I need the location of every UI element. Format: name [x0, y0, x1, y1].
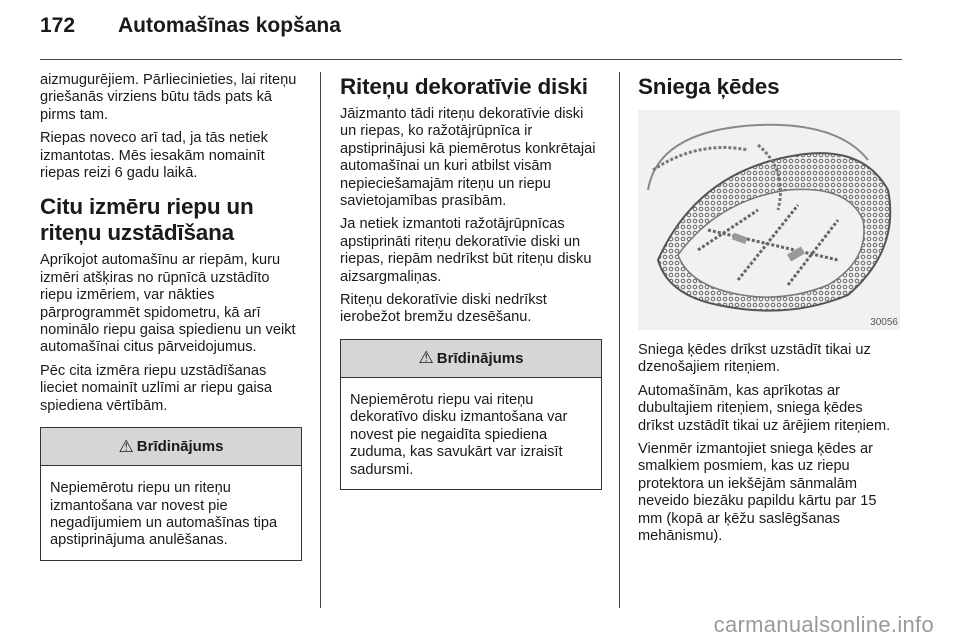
warning-text: Nepiemērotu riepu un riteņu izmantošana var novest pie negadījumiem un automašīnas tipa apstiprinājuma anulēšanas. — [50, 480, 278, 549]
paragraph: Sniega ķēdes drīkst uzstādīt tikai uz dzenošajiem riteņiem. — [638, 342, 871, 376]
warning-title: Brīdinājums — [136, 438, 224, 456]
column-divider-1 — [320, 72, 321, 608]
warning-body — [41, 466, 301, 560]
warning-triangle-icon: ⚠ — [118, 436, 134, 456]
page-title: Automašīnas kopšana — [118, 14, 341, 37]
image-id: 30056 — [870, 317, 898, 328]
column-3 — [638, 72, 900, 551]
paragraph: Pēc cita izmēra riepu uzstādīšanas lieciet nomainīt uzlīmi ar riepu gaisa spiediena vērtībām. — [40, 362, 272, 414]
warning-body — [341, 378, 601, 489]
paragraph: aizmugurējiem. Pārliecinieties, lai riteņu griešanās virziens būtu tāds pats kā pirms tam. — [40, 72, 297, 123]
column-1 — [40, 72, 302, 561]
section-heading: Riteņu dekoratīvie diski — [340, 74, 588, 99]
warning-title: Brīdinājums — [436, 349, 524, 367]
column-2 — [340, 72, 602, 490]
section-heading: Citu izmēru riepu un riteņu uzstādīšana — [40, 194, 254, 246]
warning-header — [341, 340, 601, 378]
warning-box — [340, 339, 602, 490]
paragraph: Automašīnām, kas aprīkotas ar dubultajiem riteņiem, sniega ķēdes drīkst uzstādīt tikai uz ārējiem riteņiem. — [638, 382, 891, 434]
paragraph: Riepas noveco arī tad, ja tās netiek izmantotas. Mēs iesakām nomainīt riepas reizi 6 gadu laikā. — [40, 130, 268, 182]
snow-chain-illustration — [638, 110, 900, 330]
header-divider — [40, 59, 902, 60]
paragraph: Aprīkojot automašīnu ar riepām, kuru izmēri atšķiras no rūpnīcā uzstādīto riepu izmēriem, var nākties pārprogrammēt spidometru, kā arī nominālo riepu gaisa spiedienu un veikt automašīnai citus pārveidojumus. — [40, 252, 296, 356]
page-number: 172 — [40, 14, 76, 37]
watermark: carmanualsonline.info — [713, 612, 934, 637]
paragraph: Ja netiek izmantoti ražotājrūpnīcas apstiprināti riteņu dekoratīvie diski un riepas, riepām nedrīkst būt riteņu disku aizsargmaliņas. — [340, 216, 592, 285]
paragraph: Vienmēr izmantojiet sniega ķēdes ar smalkiem posmiem, kas uz riepu protektora un iekšējām sānmalām neveido biezāku papildu kārtu par 15 mm (kopā ar ķēžu saslēgšanas mehānismu). — [638, 441, 877, 545]
paragraph: Riteņu dekoratīvie diski nedrīkst ierobežot bremžu dzesēšanu. — [340, 292, 547, 326]
snow-chain-icon — [638, 110, 900, 330]
section-heading: Sniega ķēdes — [638, 74, 780, 99]
warning-triangle-icon: ⚠ — [418, 348, 434, 368]
column-divider-2 — [619, 72, 620, 608]
warning-header — [41, 428, 301, 466]
paragraph: Jāizmanto tādi riteņu dekoratīvie diski un riepas, ko ražotājrūpnīca ir apstiprinājusi kā piemērotus konkrētajai automašīnai un kuri atbilst visām nepieciešamajām riteņu un riepu savietojamības prasībām. — [340, 106, 596, 210]
warning-text: Nepiemērotu riepu vai riteņu dekoratīvo disku izmantošana var novest pie negaidīta spiediena zuduma, kas savukārt var izraisīt sadursmi. — [350, 391, 568, 478]
warning-box — [40, 427, 302, 561]
page-header — [40, 14, 920, 44]
